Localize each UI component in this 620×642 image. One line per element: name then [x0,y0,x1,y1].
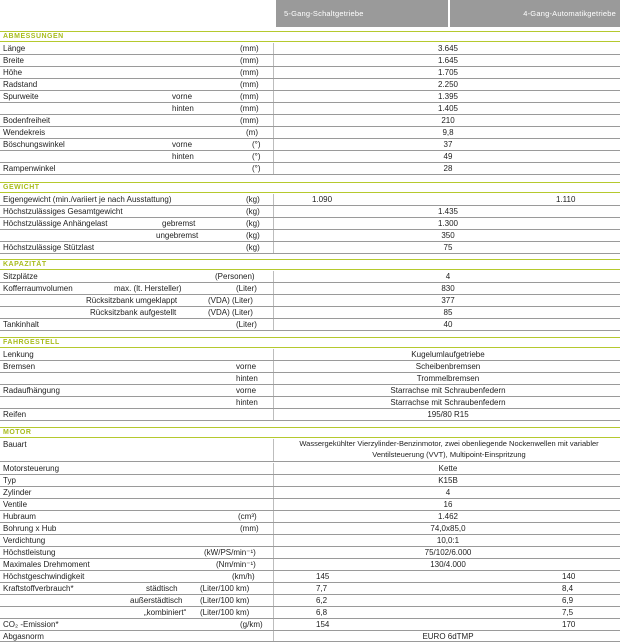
row-value: 10,0:1 [436,536,460,545]
row-value: 9,8 [442,128,454,137]
row-value: Starrachse mit Schraubenfedern [390,386,506,395]
column-header-manual: 5-Gang-Schaltgetriebe [276,0,448,27]
table-row [0,571,620,583]
row-label: Hubraum [3,512,36,521]
table-row [0,595,620,607]
table-row [0,271,620,283]
row-label: Wendekreis [3,128,46,137]
row-sublabel: hinten [172,152,194,161]
row-value: 1.462 [437,512,459,521]
row-value: 1.405 [437,104,459,113]
table-row [0,439,620,462]
table-row [0,463,620,475]
row-value: 1.645 [437,56,459,65]
row-unit: (mm) [240,92,259,101]
table-row [0,151,620,163]
row-value: 37 [443,140,453,149]
row-label: Höchstleistung [3,548,56,557]
row-value: 4 [445,272,451,281]
row-value: Starrachse mit Schraubenfedern [390,398,506,407]
table-row [0,43,620,55]
row-sublabel: Rücksitzbank umgeklappt [86,296,178,305]
table-row [0,547,620,559]
row-label: Eigengewicht (min./variiert je nach Ausstattung) [3,195,172,204]
row-value: 16 [443,500,453,509]
table-row [0,242,620,254]
row-sublabel: hinten [172,104,194,113]
row-value-automatic: 170 [562,620,576,629]
table-row [0,373,620,385]
table-row [0,361,620,373]
row-value: 28 [443,164,453,173]
row-unit: (mm) [240,44,259,53]
row-label: Maximales Drehmoment [3,560,90,569]
row-label: Kraftstoffverbrauch* [3,584,74,593]
row-value: Trommelbremsen [416,374,480,383]
section-abmessungen: ABMESSUNGEN [0,31,620,42]
table-row [0,218,620,230]
row-unit: (cm³) [238,512,257,521]
table-row [0,397,620,409]
row-label: Sitzplätze [3,272,38,281]
row-value-manual: 145 [316,572,330,581]
row-label: Verdichtung [3,536,46,545]
row-unit: (kg) [246,219,260,228]
row-unit: (kg) [246,231,260,240]
table-row [0,511,620,523]
table-row [0,79,620,91]
row-label: Abgasnorm [3,632,44,641]
row-label: Radaufhängung [3,386,60,395]
row-label: Höchstzulässiges Gesamtgewicht [3,207,123,216]
row-value-automatic: 6,9 [562,596,574,605]
row-value: 1.435 [437,207,459,216]
row-value-automatic: 7,5 [562,608,574,617]
table-row [0,139,620,151]
table-row [0,607,620,619]
row-unit: (Personen) [215,272,255,281]
table-row [0,619,620,631]
row-value-manual: 1.090 [312,195,333,204]
table-row [0,91,620,103]
row-sublabel: gebremst [162,219,196,228]
row-value: 830 [441,284,455,293]
row-unit: (mm) [240,56,259,65]
row-unit: (VDA) (Liter) [208,308,253,317]
row-value-automatic: 8,4 [562,584,574,593]
row-label: Bauart [3,440,27,449]
row-value: Wassergekühlter Vierzylinder-Benzinmotor, zwei obenliegende Nockenwellen mit variabler Ventilsteuerung (VVT), Multipoint-Einspritzung [299,439,599,459]
row-label: Höchstzulässige Anhängelast [3,219,108,228]
row-sublabel: städtisch [146,584,178,593]
row-unit: (g/km) [240,620,263,629]
table-row [0,583,620,595]
row-value: 75/102/6.000 [424,548,472,557]
row-unit: (Liter/100 km) [200,584,250,593]
row-unit: (kg) [246,207,260,216]
table-row [0,523,620,535]
row-unit: (°) [252,164,261,173]
row-value: 74,0x85,0 [430,524,466,533]
row-value: K15B [438,476,458,485]
row-value: Scheibenbremsen [415,362,481,371]
row-label: Böschungswinkel [3,140,65,149]
table-row [0,319,620,331]
row-label: Höchstzulässige Stützlast [3,243,95,252]
row-value: 85 [443,308,453,317]
row-sublabel: vorne [236,386,257,395]
row-value-manual: 154 [316,620,330,629]
row-label: Breite [3,56,24,65]
row-unit: (mm) [240,68,259,77]
row-sublabel: hinten [236,374,258,383]
row-sublabel: „kombiniert“ [144,608,187,617]
row-unit: (Liter) [236,284,257,293]
row-unit: (Nm/min⁻¹) [216,560,256,569]
row-unit: (mm) [240,524,259,533]
row-value: 1.705 [437,68,459,77]
row-value: 130/4.000 [430,560,466,569]
row-sublabel: hinten [236,398,258,407]
row-unit: (kW/PS/min⁻¹) [204,548,256,557]
table-row [0,163,620,175]
table-row [0,307,620,319]
row-label: Reifen [3,410,27,419]
row-unit: (°) [252,152,261,161]
row-value: 40 [443,320,453,329]
row-unit: (mm) [240,104,259,113]
row-unit: (mm) [240,80,259,89]
column-header-automatic: 4-Gang-Automatikgetriebe [450,0,620,27]
table-row [0,55,620,67]
section-gewicht: GEWICHT [0,182,620,193]
row-value-manual: 7,7 [316,584,328,593]
table-row [0,409,620,421]
row-sublabel: vorne [172,92,193,101]
table-row [0,487,620,499]
table-row [0,475,620,487]
row-value: 210 [441,116,455,125]
section-fahrgestell: FAHRGESTELL [0,337,620,348]
row-value: 350 [441,231,455,240]
table-row [0,349,620,361]
row-value-manual: 6,8 [316,608,328,617]
row-label: Bohrung x Hub [3,524,57,533]
table-row [0,295,620,307]
row-label: Radstand [3,80,38,89]
row-sublabel: außerstädtisch [130,596,183,605]
row-label: Bremsen [3,362,36,371]
row-label: Höhe [3,68,23,77]
row-value: EURO 6dTMP [422,632,474,641]
column-header-row [0,0,620,27]
row-sublabel: ungebremst [156,231,199,240]
table-row [0,127,620,139]
row-value-automatic: 140 [562,572,576,581]
table-row [0,67,620,79]
row-label: Lenkung [3,350,34,359]
row-unit: (km/h) [232,572,255,581]
table-row [0,559,620,571]
table-row [0,230,620,242]
row-value: 1.300 [437,219,459,228]
row-label: Zylinder [3,488,32,497]
row-unit: (mm) [240,116,259,125]
row-value: Kugelumlaufgetriebe [411,350,485,359]
row-unit: (VDA) (Liter) [208,296,253,305]
table-row [0,103,620,115]
row-unit: (m) [246,128,258,137]
row-value: 3.645 [437,44,459,53]
table-row [0,194,620,206]
table-row [0,499,620,511]
row-value: 49 [443,152,453,161]
table-row [0,206,620,218]
row-label: Motorsteuerung [3,464,60,473]
row-label: Ventile [3,500,28,509]
row-label: Spurweite [3,92,39,101]
row-label: Typ [3,476,16,485]
row-unit: (kg) [246,243,260,252]
row-value: 195/80 R15 [427,410,469,419]
row-label: Rampenwinkel [3,164,56,173]
row-unit: (Liter) [236,320,257,329]
table-row [0,283,620,295]
row-label: Höchstgeschwindigkeit [3,572,85,581]
row-label: Bodenfreiheit [3,116,51,125]
row-value: 4 [445,488,451,497]
row-label: Kofferraumvolumen [3,284,73,293]
row-value: Kette [438,464,458,473]
row-value: 1.395 [437,92,459,101]
row-sublabel: vorne [172,140,193,149]
row-unit: (°) [252,140,261,149]
table-row [0,115,620,127]
row-label: Länge [3,44,26,53]
row-unit: (kg) [246,195,260,204]
row-label: CO₂ -Emission* [3,620,59,629]
row-unit: (Liter/100 km) [200,596,250,605]
row-sublabel: max. (lt. Hersteller) [114,284,182,293]
row-value-automatic: 1.110 [556,195,576,204]
row-label: Tankinhalt [3,320,40,329]
row-sublabel: vorne [236,362,257,371]
row-value: 2.250 [437,80,459,89]
row-value: 377 [441,296,455,305]
table-row [0,631,620,642]
row-value: 75 [443,243,453,252]
row-unit: (Liter/100 km) [200,608,250,617]
section-kapazitaet: KAPAZITÄT [0,259,620,270]
table-row [0,535,620,547]
row-value-manual: 6,2 [316,596,328,605]
table-row [0,385,620,397]
section-motor: MOTOR [0,427,620,438]
row-sublabel: Rücksitzbank aufgestellt [90,308,177,317]
